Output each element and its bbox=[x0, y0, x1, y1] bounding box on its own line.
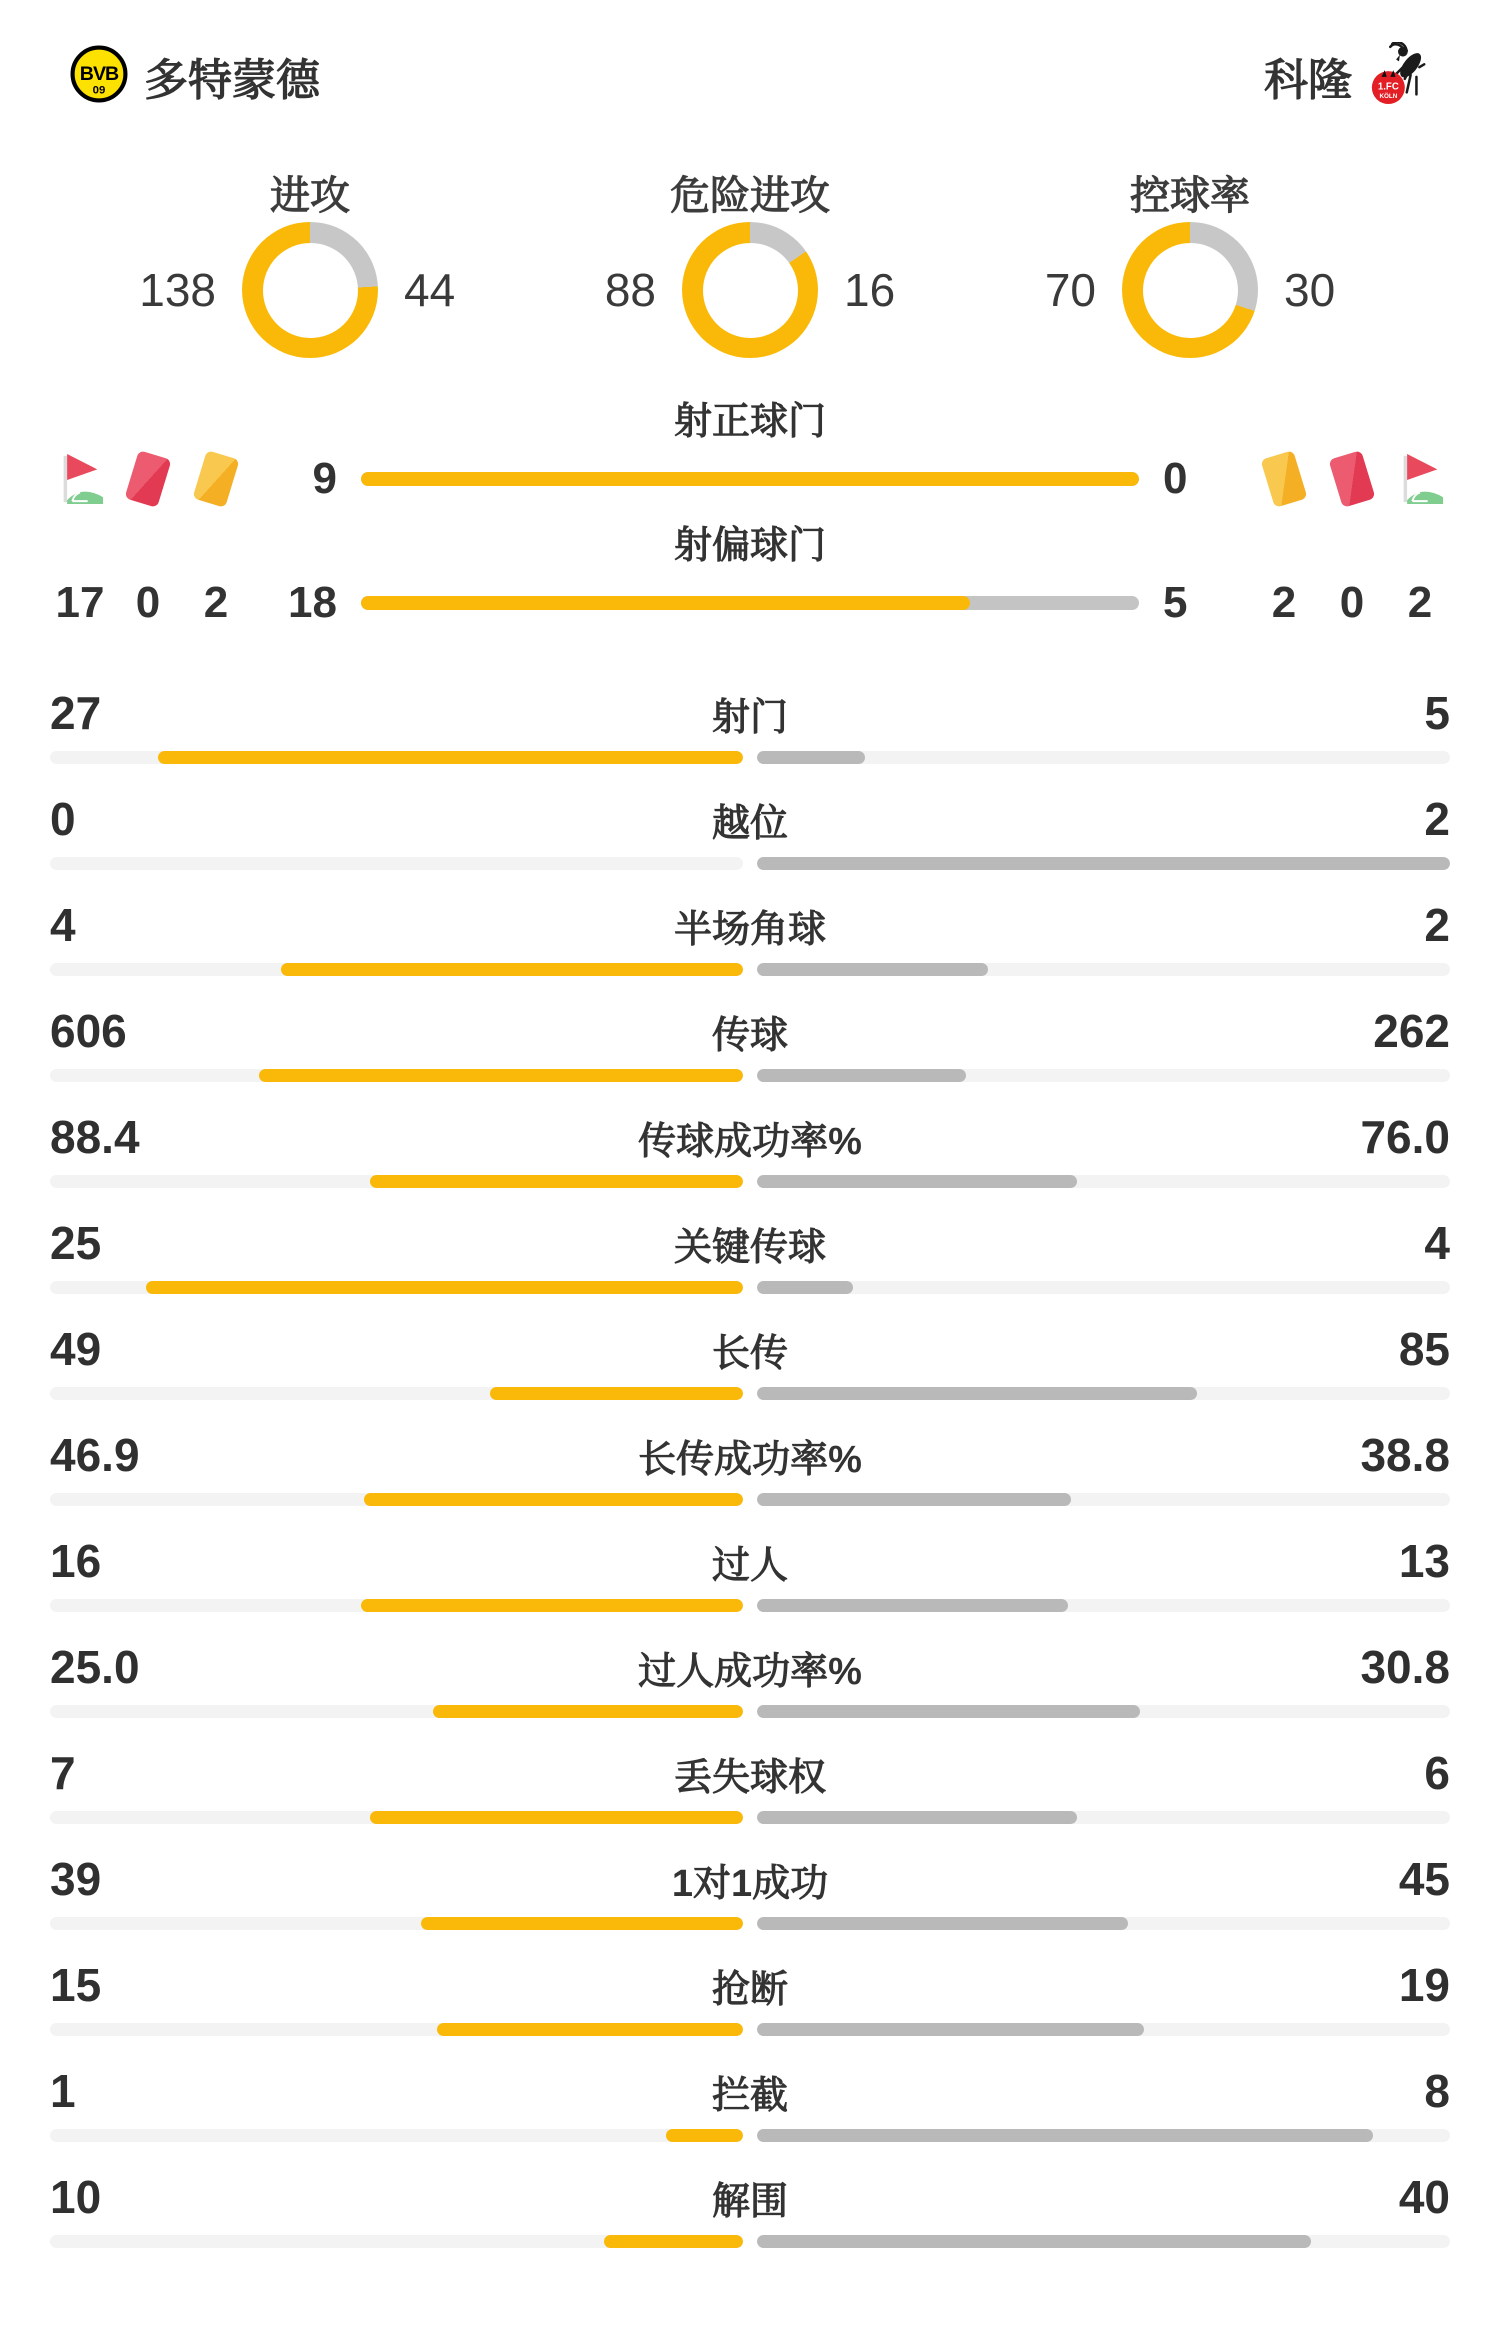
donut-section bbox=[0, 164, 1500, 358]
stat-label: 拦截 bbox=[711, 2074, 788, 2117]
stat-bar-home-fill bbox=[490, 1387, 743, 1400]
donut-away-value: 30 bbox=[1284, 264, 1336, 316]
stat-row bbox=[50, 896, 1450, 1002]
stat-bar-away-fill bbox=[757, 2023, 1144, 2036]
stat-row bbox=[50, 1426, 1450, 1532]
stat-label: 关键传球 bbox=[673, 1226, 826, 1269]
stat-away-value: 2 bbox=[1424, 793, 1450, 845]
stat-row bbox=[50, 1002, 1450, 1108]
stat-bar-away-fill bbox=[757, 2235, 1311, 2248]
stat-label: 解围 bbox=[711, 2180, 788, 2223]
stat-bar-away-fill bbox=[757, 963, 988, 976]
stat-away-value: 262 bbox=[1373, 1005, 1450, 1057]
stat-home-value: 10 bbox=[50, 2171, 102, 2223]
svg-text:BVB: BVB bbox=[79, 62, 119, 85]
shots-off-target-label: 射偏球门 bbox=[673, 525, 826, 567]
stat-bar-home-fill bbox=[370, 1175, 743, 1188]
stat-bar-away-fill bbox=[757, 1493, 1071, 1506]
stat-bar-away-fill bbox=[757, 1705, 1140, 1718]
shots-off-target-away-value: 5 bbox=[1163, 578, 1188, 627]
stat-bar-home-track bbox=[50, 1493, 743, 1506]
stat-bar-away-fill bbox=[757, 1599, 1068, 1612]
stat-bar bbox=[50, 1175, 1450, 1188]
home-red-card-count: 0 bbox=[135, 578, 161, 627]
stat-line bbox=[50, 1744, 1450, 1802]
stat-bar-away-fill bbox=[757, 751, 865, 764]
red-card-icon bbox=[123, 449, 173, 509]
bvb-club-logo bbox=[70, 45, 128, 108]
stat-bar-away-track bbox=[757, 857, 1450, 870]
stat-bar-home-track bbox=[50, 751, 743, 764]
stat-bar-away-fill bbox=[757, 1387, 1197, 1400]
stat-bar-home-fill bbox=[370, 1811, 743, 1824]
stat-bar-away-track bbox=[757, 2129, 1450, 2142]
stat-bar-away-track bbox=[757, 1281, 1450, 1294]
stat-row bbox=[50, 1320, 1450, 1426]
donut-hole bbox=[703, 243, 798, 338]
stat-bar-home-track bbox=[50, 2235, 743, 2248]
stat-bar bbox=[50, 1599, 1450, 1612]
stat-bar bbox=[50, 1493, 1450, 1506]
stat-bar bbox=[50, 1811, 1450, 1824]
stat-bar bbox=[50, 2129, 1450, 2142]
stat-bar-home-fill bbox=[281, 963, 743, 976]
stat-home-value: 25 bbox=[50, 1217, 102, 1269]
stat-bar-home-fill bbox=[604, 2235, 743, 2248]
stat-bar-home-track bbox=[50, 1175, 743, 1188]
home-discipline-numbers bbox=[55, 578, 241, 628]
stat-label: 传球 bbox=[711, 1014, 788, 1057]
svg-text:1.FC: 1.FC bbox=[1377, 81, 1399, 92]
stat-label: 射门 bbox=[711, 696, 788, 739]
stat-bar-away-track bbox=[757, 1811, 1450, 1824]
stat-row bbox=[50, 2062, 1450, 2168]
donut-ring bbox=[1122, 222, 1258, 358]
stat-away-value: 2 bbox=[1424, 899, 1450, 951]
stat-away-value: 30.8 bbox=[1360, 1641, 1450, 1693]
donut-ring bbox=[242, 222, 378, 358]
stat-line bbox=[50, 2168, 1450, 2226]
stat-label: 1对1成功 bbox=[671, 1862, 829, 1905]
stat-bar bbox=[50, 1917, 1450, 1930]
stat-line bbox=[50, 1320, 1450, 1378]
away-discipline-icons bbox=[1259, 449, 1445, 509]
stat-row bbox=[50, 1108, 1450, 1214]
stat-bar-away-fill bbox=[757, 1917, 1128, 1930]
stat-home-value: 0 bbox=[50, 793, 76, 845]
shots-off-target-bar bbox=[361, 596, 1139, 610]
stat-bar-away-track bbox=[757, 1705, 1450, 1718]
stat-line bbox=[50, 896, 1450, 954]
shots-on-target-home-fill bbox=[361, 472, 1139, 486]
home-team-name: 多特蒙德 bbox=[144, 56, 320, 105]
header bbox=[70, 44, 1430, 108]
home-yellow-card-count: 2 bbox=[203, 578, 229, 627]
stat-row bbox=[50, 1956, 1450, 2062]
stat-bar-home-fill bbox=[146, 1281, 743, 1294]
red-card-icon bbox=[1327, 449, 1377, 509]
shots-on-target-home-value: 9 bbox=[312, 454, 337, 503]
donut-away-value: 16 bbox=[844, 264, 896, 316]
stat-line bbox=[50, 1214, 1450, 1272]
stat-away-value: 4 bbox=[1424, 1217, 1450, 1269]
svg-text:KÖLN: KÖLN bbox=[1379, 92, 1398, 100]
stat-home-value: 1 bbox=[50, 2065, 76, 2117]
away-corner-count: 2 bbox=[1407, 578, 1433, 627]
donut-away-value: 44 bbox=[404, 264, 456, 316]
stat-bar-home-fill bbox=[364, 1493, 743, 1506]
stat-bar-home-fill bbox=[666, 2129, 743, 2142]
stat-bar-home-fill bbox=[421, 1917, 743, 1930]
stat-home-value: 7 bbox=[50, 1747, 76, 1799]
stat-bar-home-track bbox=[50, 963, 743, 976]
stat-home-value: 49 bbox=[50, 1323, 102, 1375]
stat-bar bbox=[50, 963, 1450, 976]
stat-home-value: 606 bbox=[50, 1005, 127, 1057]
stat-bar-home-track bbox=[50, 1599, 743, 1612]
stat-label: 过人成功率% bbox=[638, 1650, 862, 1693]
stat-row bbox=[50, 2168, 1450, 2274]
stat-bar bbox=[50, 857, 1450, 870]
stat-home-value: 25.0 bbox=[50, 1641, 140, 1693]
shots-on-target-away-value: 0 bbox=[1163, 454, 1188, 503]
stat-bar-away-fill bbox=[757, 1175, 1077, 1188]
stat-home-value: 15 bbox=[50, 1959, 102, 2011]
away-red-card-count: 0 bbox=[1339, 578, 1365, 627]
stat-row bbox=[50, 1850, 1450, 1956]
donut-hole bbox=[263, 243, 358, 338]
stat-bar-away-track bbox=[757, 1387, 1450, 1400]
stat-bar bbox=[50, 1069, 1450, 1082]
stat-label: 半场角球 bbox=[673, 908, 826, 951]
stat-bar-away-track bbox=[757, 1069, 1450, 1082]
stat-bar-away-track bbox=[757, 2023, 1450, 2036]
stat-bar-away-fill bbox=[757, 857, 1450, 870]
stat-bar-home-track bbox=[50, 1917, 743, 1930]
stat-bar-away-track bbox=[757, 2235, 1450, 2248]
stat-row bbox=[50, 1532, 1450, 1638]
away-yellow-card-count: 2 bbox=[1271, 578, 1297, 627]
away-team-name: 科隆 bbox=[1264, 56, 1352, 105]
stat-away-value: 19 bbox=[1398, 1959, 1450, 2011]
donut-title: 进攻 bbox=[270, 174, 350, 218]
stat-bar-home-fill bbox=[259, 1069, 743, 1082]
stat-home-value: 46.9 bbox=[50, 1429, 140, 1481]
stat-away-value: 5 bbox=[1424, 687, 1450, 739]
stat-home-value: 88.4 bbox=[50, 1111, 140, 1163]
donut-home-value: 88 bbox=[604, 264, 656, 316]
donut-title: 危险进攻 bbox=[670, 174, 830, 218]
donut-chart bbox=[556, 164, 944, 358]
stat-bar-home-track bbox=[50, 1387, 743, 1400]
stat-row bbox=[50, 1638, 1450, 1744]
stat-line bbox=[50, 1532, 1450, 1590]
stat-label: 长传 bbox=[711, 1332, 788, 1375]
stat-bar bbox=[50, 2235, 1450, 2248]
stat-bar-home-fill bbox=[433, 1705, 743, 1718]
stat-bar-away-fill bbox=[757, 1281, 853, 1294]
away-discipline-numbers bbox=[1259, 578, 1445, 628]
stat-line bbox=[50, 684, 1450, 742]
stat-bar-away-track bbox=[757, 963, 1450, 976]
stat-bar-home-track bbox=[50, 857, 743, 870]
stat-label: 丢失球权 bbox=[673, 1756, 826, 1799]
corner-flag-icon bbox=[55, 449, 105, 509]
stat-label: 抢断 bbox=[711, 1968, 788, 2011]
home-team bbox=[70, 44, 320, 108]
stat-bar-away-track bbox=[757, 1175, 1450, 1188]
yellow-card-icon bbox=[1259, 449, 1309, 509]
shots-on-target-bar bbox=[361, 472, 1139, 486]
shots-on-target-row bbox=[55, 448, 1445, 510]
koln-club-logo bbox=[1368, 42, 1430, 111]
stat-bar-away-fill bbox=[757, 1069, 966, 1082]
donut-chart bbox=[116, 164, 504, 358]
stat-away-value: 76.0 bbox=[1360, 1111, 1450, 1163]
donut-home-value: 70 bbox=[1044, 264, 1096, 316]
stat-bar-home-track bbox=[50, 2129, 743, 2142]
stat-away-value: 13 bbox=[1398, 1535, 1450, 1587]
stat-bar-home-track bbox=[50, 2023, 743, 2036]
away-team bbox=[1264, 42, 1430, 111]
stat-bar bbox=[50, 751, 1450, 764]
donut-home-value: 138 bbox=[139, 264, 216, 316]
stat-bar-home-track bbox=[50, 1811, 743, 1824]
donut-ring bbox=[682, 222, 818, 358]
stat-bar-home-track bbox=[50, 1069, 743, 1082]
svg-text:09: 09 bbox=[92, 84, 106, 97]
stat-label: 过人 bbox=[711, 1544, 788, 1587]
stat-line bbox=[50, 1956, 1450, 2014]
stat-bar bbox=[50, 2023, 1450, 2036]
stat-home-value: 16 bbox=[50, 1535, 102, 1587]
stat-bar-away-track bbox=[757, 751, 1450, 764]
stat-row bbox=[50, 790, 1450, 896]
shots-off-target-row bbox=[55, 572, 1445, 634]
stat-line bbox=[50, 2062, 1450, 2120]
stat-line bbox=[50, 1850, 1450, 1908]
stat-away-value: 85 bbox=[1398, 1323, 1450, 1375]
stat-row bbox=[50, 1744, 1450, 1850]
stat-line bbox=[50, 1638, 1450, 1696]
stat-bar-away-track bbox=[757, 1599, 1450, 1612]
shots-off-target-home-fill bbox=[361, 596, 970, 610]
shots-on-target-label: 射正球门 bbox=[673, 401, 826, 443]
stat-bar-away-fill bbox=[757, 2129, 1373, 2142]
stat-bar-home-fill bbox=[437, 2023, 743, 2036]
stat-label: 长传成功率% bbox=[638, 1438, 862, 1481]
stat-away-value: 8 bbox=[1424, 2065, 1450, 2117]
yellow-card-icon bbox=[191, 449, 241, 509]
stat-bar-home-track bbox=[50, 1281, 743, 1294]
stat-bar-away-track bbox=[757, 1917, 1450, 1930]
stat-away-value: 45 bbox=[1398, 1853, 1450, 1905]
stat-bar bbox=[50, 1387, 1450, 1400]
shots-off-target-home-value: 18 bbox=[288, 578, 337, 627]
home-corner-count: 17 bbox=[55, 578, 105, 627]
stat-bar-home-track bbox=[50, 1705, 743, 1718]
stat-bar bbox=[50, 1705, 1450, 1718]
stat-bar-away-track bbox=[757, 1493, 1450, 1506]
stat-away-value: 40 bbox=[1398, 2171, 1450, 2223]
donut-hole bbox=[1143, 243, 1238, 338]
donut-title: 控球率 bbox=[1130, 174, 1250, 218]
stat-home-value: 39 bbox=[50, 1853, 102, 1905]
home-discipline-icons bbox=[55, 449, 241, 509]
stat-bar-home-fill bbox=[158, 751, 743, 764]
stat-bar-away-fill bbox=[757, 1811, 1077, 1824]
stat-home-value: 27 bbox=[50, 687, 102, 739]
corner-flag-icon bbox=[1395, 449, 1445, 509]
stat-row bbox=[50, 1214, 1450, 1320]
donut-chart bbox=[996, 164, 1384, 358]
stat-line bbox=[50, 1426, 1450, 1484]
stats-list bbox=[0, 684, 1500, 2274]
stat-home-value: 4 bbox=[50, 899, 76, 951]
stat-bar-home-fill bbox=[361, 1599, 743, 1612]
stat-line bbox=[50, 1002, 1450, 1060]
stat-label: 越位 bbox=[711, 802, 788, 845]
stat-label: 传球成功率% bbox=[638, 1120, 862, 1163]
stat-away-value: 38.8 bbox=[1360, 1429, 1450, 1481]
stat-line bbox=[50, 1108, 1450, 1166]
stat-row bbox=[50, 684, 1450, 790]
stat-bar bbox=[50, 1281, 1450, 1294]
stat-away-value: 6 bbox=[1424, 1747, 1450, 1799]
stat-line bbox=[50, 790, 1450, 848]
